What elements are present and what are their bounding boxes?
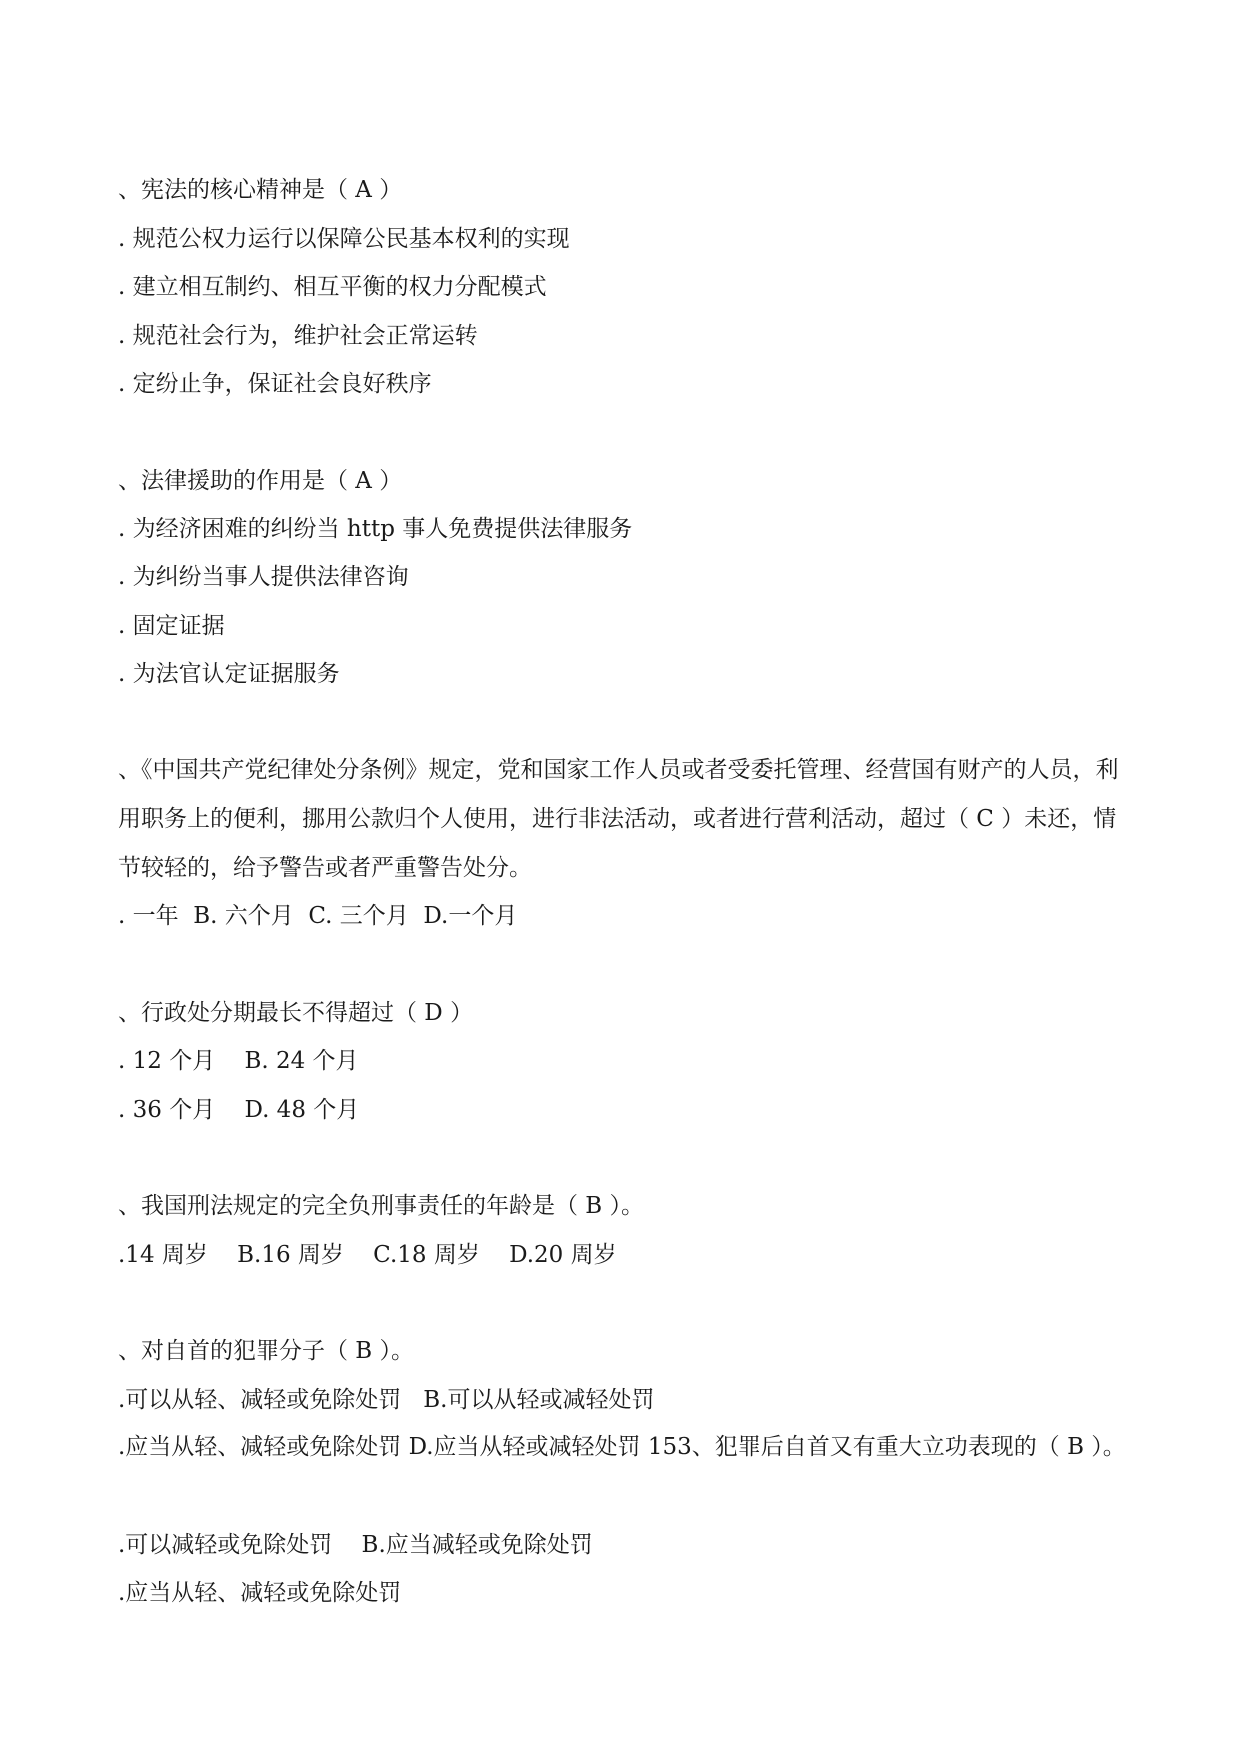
question-2-option-a: . 为经济困难的纠纷当 http 事人免费提供法律服务 — [118, 516, 633, 542]
question-4-stem: 、行政处分期最长不得超过（ D ） — [118, 1000, 474, 1026]
question-6-options-ab: .可以从轻、减轻或免除处罚 B.可以从轻或减轻处罚 — [118, 1387, 655, 1413]
question-2-option-c: . 固定证据 — [118, 613, 225, 639]
question-1-option-a: . 规范公权力运行以保障公民基本权利的实现 — [118, 226, 570, 252]
question-5-stem: 、我国刑法规定的完全负刑事责任的年龄是（ B ）。 — [118, 1193, 645, 1219]
question-4-options-ab: . 12 个月 B. 24 个月 — [118, 1048, 359, 1074]
question-6-options-cd-and-question-7-stem: .应当从轻、减轻或免除处罚 D.应当从轻或减轻处罚 153、犯罪后自首又有重大立功表现的（ B ）。 — [118, 1434, 1126, 1460]
question-2-stem: 、法律援助的作用是（ A ） — [118, 468, 403, 494]
question-4-options-cd: . 36 个月 D. 48 个月 — [118, 1097, 360, 1123]
question-1-option-b: . 建立相互制约、相互平衡的权力分配模式 — [118, 274, 547, 300]
question-2-option-d: . 为法官认定证据服务 — [118, 661, 340, 687]
question-1-option-c: . 规范社会行为，维护社会正常运转 — [118, 323, 478, 349]
question-1-option-d: . 定纷止争，保证社会良好秩序 — [118, 371, 432, 397]
question-1-stem: 、宪法的核心精神是（ A ） — [118, 177, 403, 203]
question-7-options-ab: .可以减轻或免除处罚 B.应当减轻或免除处罚 — [118, 1532, 593, 1558]
question-2-option-b: . 为纠纷当事人提供法律咨询 — [118, 564, 409, 590]
question-3-options: . 一年 B. 六个月 C. 三个月 D.一个月 — [118, 903, 518, 929]
question-6-stem: 、对自首的犯罪分子（ B ）。 — [118, 1338, 415, 1364]
question-7-option-c: .应当从轻、减轻或免除处罚 — [118, 1580, 402, 1606]
question-5-options: .14 周岁 B.16 周岁 C.18 周岁 D.20 周岁 — [118, 1242, 617, 1268]
question-3-stem: 、《中国共产党纪律处分条例》规定，党和国家工作人员或者受委托管理、经营国有财产的人员，利用职务上的便利，挪用公款归个人使用，进行非法活动，或者进行营利活动，超过（ C ）未还，情节较轻的，给予警告或者严重警告处分。 — [118, 757, 1119, 881]
